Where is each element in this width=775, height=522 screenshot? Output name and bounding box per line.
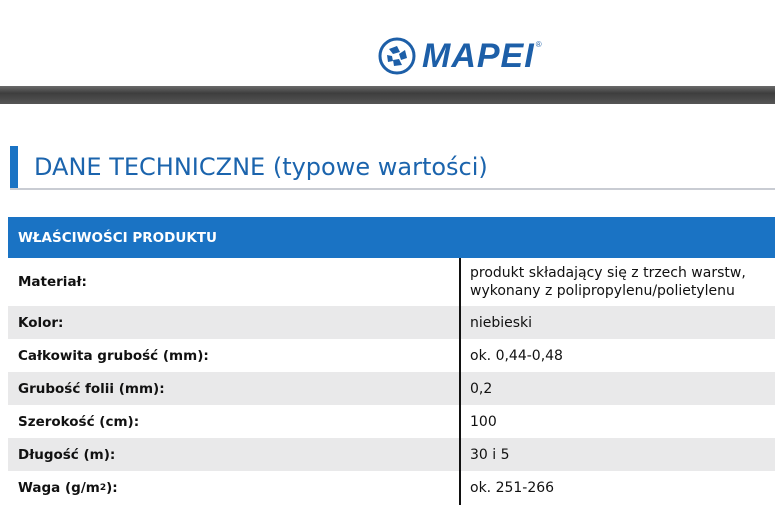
row-value: 0,2 xyxy=(470,380,493,397)
row-value: niebieski xyxy=(470,314,533,331)
section-title: DANE TECHNICZNE (typowe wartości) xyxy=(34,153,488,181)
row-value: 100 xyxy=(470,413,497,430)
table-row xyxy=(8,372,775,405)
row-label: Grubość folii (mm): xyxy=(18,380,165,397)
column-divider xyxy=(459,258,461,505)
row-label-text: Waga (g/m xyxy=(18,479,100,496)
row-label: Kolor: xyxy=(18,314,64,331)
row-label xyxy=(8,471,459,504)
table-header: WŁAŚCIWOŚCI PRODUKTU xyxy=(8,217,775,258)
section-heading xyxy=(10,146,775,190)
table-row xyxy=(8,471,775,504)
heading-accent-bar xyxy=(10,146,18,188)
brand-name: MAPEI xyxy=(422,37,535,75)
mapei-logo xyxy=(378,36,548,76)
mapei-emblem-icon xyxy=(378,37,416,75)
row-value: ok. 251-266 xyxy=(470,479,555,496)
table-row xyxy=(8,438,775,471)
row-label: Całkowita grubość (mm): xyxy=(18,347,209,364)
properties-table xyxy=(8,217,775,504)
row-label: Długość (m): xyxy=(18,446,116,463)
row-value: ok. 0,44-0,48 xyxy=(470,347,563,364)
row-label: Szerokość (cm): xyxy=(18,413,140,430)
header-divider-bar xyxy=(0,86,775,104)
table-row xyxy=(8,258,775,306)
row-label: Materiał: xyxy=(18,274,87,290)
row-label-end: ): xyxy=(106,479,118,496)
table-row xyxy=(8,405,775,438)
registered-mark: ® xyxy=(535,40,542,49)
row-value: 30 i 5 xyxy=(470,446,510,463)
row-label-superscript: 2 xyxy=(99,482,107,493)
table-row xyxy=(8,339,775,372)
row-value: produkt składający się z trzech warstw, wykonany z polipropylenu/polietylenu xyxy=(470,265,746,299)
top-bar xyxy=(0,0,775,86)
table-row xyxy=(8,306,775,339)
